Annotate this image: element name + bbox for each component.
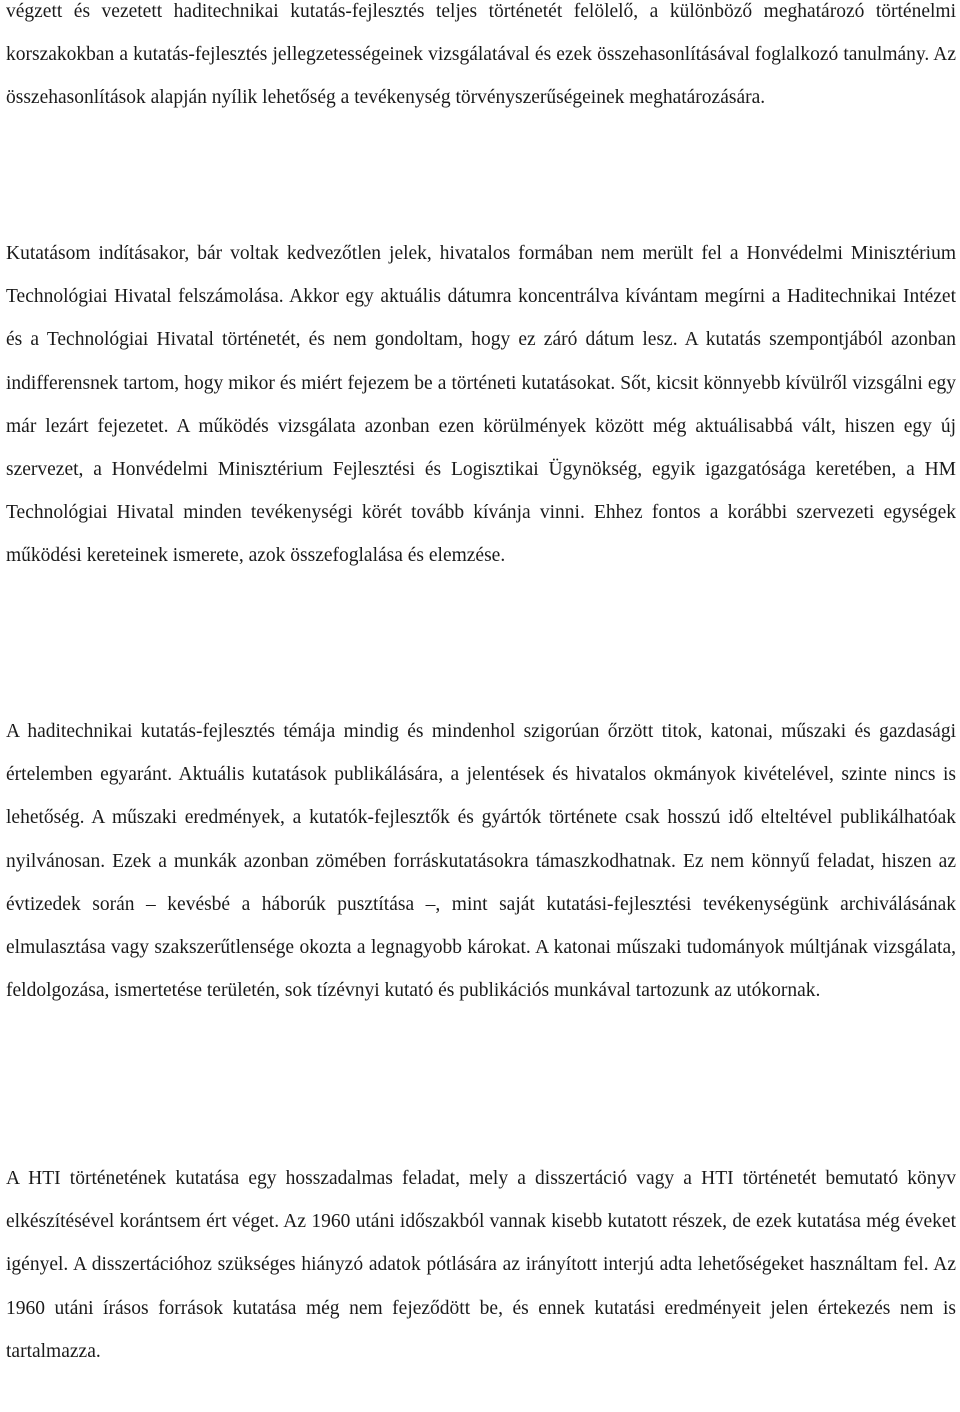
- paragraph-1: végzett és vezetett haditechnikai kutatás-fejlesztés teljes történetét felölelő, a különböző meghatározó történelmi korszakokban a kutatás-fejlesztés jellegzetességeinek vizsgálatával és ezek összehasonlításával foglalkozó tanulmány. Az összehasonlítások alapján nyílik lehetőség a tevékenység törvényszerűségeinek meghatározására.: [6, 1, 956, 109]
- paragraph-4: A HTI történetének kutatása egy hosszadalmas feladat, mely a disszertáció vagy a HTI történetét bemutató könyv elkészítésével korántsem ért véget. Az 1960 utáni időszakból vannak kisebb kutatott részek, de ezek kutatása még éveket igényel. A disszertációhoz szükséges hiányzó adatok pótlására az irányított interjú adta lehetőségeket használtam fel. Az 1960 utáni írásos források kutatása még nem fejeződött be, és ennek kutatási eredményeit jelen értekezés nem is tartalmazza.: [6, 1168, 956, 1362]
- paragraph-3: A haditechnikai kutatás-fejlesztés témája mindig és mindenhol szigorúan őrzött titok, katonai, műszaki és gazdasági értelemben egyaránt. Aktuális kutatások publikálására, a jelentések és hivatalos okmányok kivételével, szinte nincs is lehetőség. A műszaki eredmények, a kutatók-fejlesztők és gyártók története csak hosszú idő elteltével publikálhatóak nyilvánosan. Ezek a munkák azonban zömében forráskutatásokra támaszkodhatnak. Ez nem könnyű feladat, hiszen az évtizedek során – kevésbé a háborúk pusztítása –, mint saját kutatási-fejlesztési tevékenységünk archiválásának elmulasztása vagy szakszerűtlensége okozta a legnagyobb károkat. A katonai műszaki tudományok múltjának vizsgálata, feldolgozása, ismertetése területén, sok tízévnyi kutató és publikációs munkával tartozunk az utókornak.: [6, 721, 956, 1002]
- paragraph-2: Kutatásom indításakor, bár voltak kedvezőtlen jelek, hivatalos formában nem merült fel a Honvédelmi Minisztérium Technológiai Hivatal felszámolása. Akkor egy aktuális dátumra koncentrálva kívántam megírni a Haditechnikai Intézet és a Technológiai Hivatal történetét, és nem gondoltam, hogy ez záró dátum lesz. A kutatás szempontjából azonban indifferensnek tartom, hogy mikor és miért fejezem be a történeti kutatásokat. Sőt, kicsit könnyebb kívülről vizsgálni egy már lezárt fejezetet. A működés vizsgálata azonban ezen körülmények között még aktuálisabbá vált, hiszen egy új szervezet, a Honvédelmi Minisztérium Fejlesztési és Logisztikai Ügynökség, egyik igazgatósága keretében, a HM Technológiai Hivatal minden tevékenységi körét tovább kívánja vinni. Ehhez fontos a korábbi szervezeti egységek működési kereteinek ismerete, azok összefoglalása és elemzése.: [6, 243, 956, 567]
